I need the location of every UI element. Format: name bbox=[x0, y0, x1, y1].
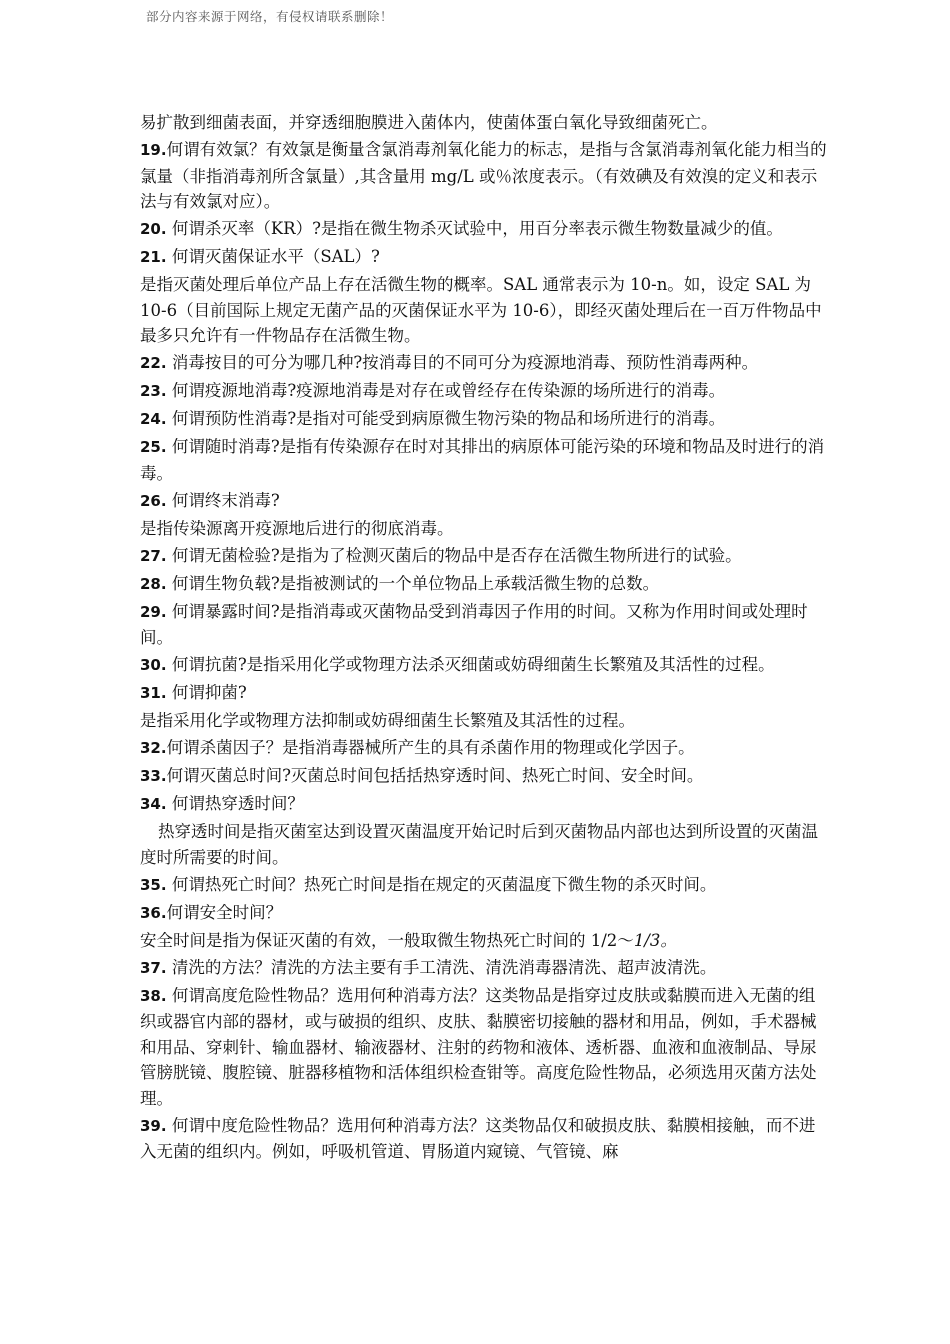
paragraph-text: 何谓预防性消毒?是指对可能受到病原微生物污染的物品和场所进行的消毒。 bbox=[166, 409, 726, 428]
paragraph-text: 何谓中度危险性物品？选用何种消毒方法？这类物品仅和破损皮肤、黏膜相接触，而不进入无菌的组织内。例如，呼吸机管道、胃肠道内窥镜、气管镜、麻 bbox=[140, 1115, 816, 1161]
paragraph-text: 是指传染源离开疫源地后进行的彻底消毒。 bbox=[140, 518, 454, 538]
paragraph-text: 何谓热穿透时间？ bbox=[166, 794, 304, 813]
paragraph bbox=[140, 137, 830, 215]
item-number: 35. bbox=[140, 875, 167, 894]
paragraph bbox=[140, 272, 830, 349]
item-number: 21. bbox=[140, 248, 167, 266]
paragraph bbox=[140, 763, 830, 790]
paragraph bbox=[140, 350, 830, 377]
paragraph-text: 何谓暴露时间?是指消毒或灭菌物品受到消毒因子作用的时间。又称为作用时间或处理时间。 bbox=[140, 601, 808, 647]
item-number: 19. bbox=[140, 141, 167, 159]
paragraph bbox=[140, 708, 830, 734]
paragraph-text: 是指采用化学或物理方法抑制或妨碍细菌生长繁殖及其活性的过程。 bbox=[140, 711, 635, 730]
paragraph-text: 何谓杀灭率（KR）?是指在微生物杀灭试验中，用百分率表示微生物数量减少的值。 bbox=[166, 219, 783, 238]
paragraph-tail: 1/3。 bbox=[633, 930, 677, 950]
item-number: 27. bbox=[140, 546, 167, 565]
paragraph bbox=[140, 791, 830, 818]
paragraph-text: 何谓灭菌总时间?灭菌总时间包括括热穿透时间、热死亡时间、安全时间。 bbox=[166, 766, 704, 785]
paragraph-text: 何谓安全时间？ bbox=[166, 902, 283, 922]
item-number: 26. bbox=[140, 491, 167, 510]
paragraph bbox=[140, 872, 830, 899]
paragraph-text: 何谓无菌检验?是指为了检测灭菌后的物品中是否存在活微生物所进行的试验。 bbox=[166, 545, 742, 565]
paragraph bbox=[140, 378, 830, 405]
paragraph bbox=[140, 516, 830, 542]
paragraph-text: 何谓灭菌保证水平（SAL）? bbox=[166, 247, 380, 266]
paragraph bbox=[140, 406, 830, 433]
item-number: 25. bbox=[140, 438, 167, 456]
paragraph-text: 热穿透时间是指灭菌室达到设置灭菌温度开始记时后到灭菌物品内部也达到所设置的灭菌温度时所需要的时间。 bbox=[140, 822, 818, 867]
page-header-disclaimer: 部分内容来源于网络，有侵权请联系删除！ bbox=[146, 9, 394, 24]
item-number: 28. bbox=[140, 574, 167, 593]
paragraph-text: 是指灭菌处理后单位产品上存在活微生物的概率。SAL 通常表示为 10-n。如，设定 SAL 为 10-6（目前国际上规定无菌产品的灭菌保证水平为 10-6），即经灭菌处理后在一百万件物品中最多只允许有一件物品存在活微生物。 bbox=[140, 275, 822, 345]
paragraph bbox=[140, 955, 830, 982]
paragraph-text: 何谓抑菌? bbox=[166, 683, 247, 702]
paragraph bbox=[140, 1113, 830, 1165]
item-number: 37. bbox=[140, 958, 167, 977]
paragraph-text: 易扩散到细菌表面，并穿透细胞膜进入菌体内，使菌体蛋白氧化导致细菌死亡。 bbox=[140, 113, 718, 132]
paragraph bbox=[140, 434, 830, 486]
item-number: 31. bbox=[140, 684, 167, 702]
paragraph bbox=[140, 983, 830, 1112]
paragraph bbox=[140, 900, 830, 927]
paragraph bbox=[140, 110, 830, 136]
item-number: 36. bbox=[140, 903, 167, 922]
paragraph-text: 何谓热死亡时间？热死亡时间是指在规定的灭菌温度下微生物的杀灭时间。 bbox=[166, 874, 717, 894]
paragraph bbox=[140, 819, 830, 870]
paragraph-text: 何谓有效氯？有效氯是衡量含氯消毒剂氧化能力的标志，是指与含氯消毒剂氧化能力相当的氯量（非指消毒剂所含氯量）,其含量用 mg/L 或％浓度表示。（有效碘及有效溴的定义和表示法与有效氯对应）。 bbox=[140, 140, 827, 211]
item-number: 33. bbox=[140, 767, 167, 785]
item-number: 39. bbox=[140, 1116, 167, 1135]
paragraph-text: 何谓生物负载?是指被测试的一个单位物品上承载活微生物的总数。 bbox=[166, 573, 660, 593]
paragraph bbox=[140, 488, 830, 515]
paragraph-text: 消毒按目的可分为哪几种?按消毒目的不同可分为疫源地消毒、预防性消毒两种。 bbox=[166, 353, 759, 372]
item-number: 30. bbox=[140, 656, 167, 674]
item-number: 23. bbox=[140, 382, 167, 400]
item-number: 22. bbox=[140, 354, 167, 372]
item-number: 32. bbox=[140, 739, 167, 757]
paragraph-text: 何谓终末消毒? bbox=[166, 490, 280, 510]
paragraph-text: 清洗的方法？清洗的方法主要有手工清洗、清洗消毒器清洗、超声波清洗。 bbox=[166, 957, 717, 977]
paragraph-text: 安全时间是指为保证灭菌的有效，一般取微生物热死亡时间的 1/2～ bbox=[140, 930, 634, 950]
paragraph-text: 何谓高度危险性物品？选用何种消毒方法？这类物品是指穿过皮肤或黏膜而进入无菌的组织或器官内部的器材，或与破损的组织、皮肤、黏膜密切接触的器材和用品，例如，手术器械和用品、穿刺针、输血器材、输液器材、注射的药物和液体、透析器、血液和血液制品、导尿管膀胱镜、腹腔镜、脏器移植物和活体组织检查钳等。高度危险性物品，必须选用灭菌方法处理。 bbox=[140, 985, 817, 1108]
item-number: 24. bbox=[140, 410, 167, 428]
paragraph bbox=[140, 652, 830, 679]
item-number: 34. bbox=[140, 795, 167, 813]
paragraph-text: 何谓疫源地消毒?疫源地消毒是对存在或曾经存在传染源的场所进行的消毒。 bbox=[166, 381, 726, 400]
paragraph-text: 何谓随时消毒?是指有传染源存在时对其排出的病原体可能污染的环境和物品及时进行的消毒。 bbox=[140, 437, 825, 483]
paragraph bbox=[140, 543, 830, 570]
paragraph bbox=[140, 244, 830, 271]
item-number: 20. bbox=[140, 220, 167, 238]
paragraph bbox=[140, 571, 830, 598]
paragraph-text: 何谓抗菌?是指采用化学或物理方法杀灭细菌或妨碍细菌生长繁殖及其活性的过程。 bbox=[166, 655, 775, 674]
item-number: 29. bbox=[140, 602, 167, 621]
paragraph bbox=[140, 680, 830, 707]
document-body bbox=[140, 110, 830, 1166]
paragraph bbox=[140, 599, 830, 651]
paragraph bbox=[140, 928, 830, 954]
paragraph bbox=[140, 735, 830, 762]
item-number: 38. bbox=[140, 986, 167, 1005]
paragraph bbox=[140, 216, 830, 243]
paragraph-text: 何谓杀菌因子？是指消毒器械所产生的具有杀菌作用的物理或化学因子。 bbox=[166, 738, 695, 757]
